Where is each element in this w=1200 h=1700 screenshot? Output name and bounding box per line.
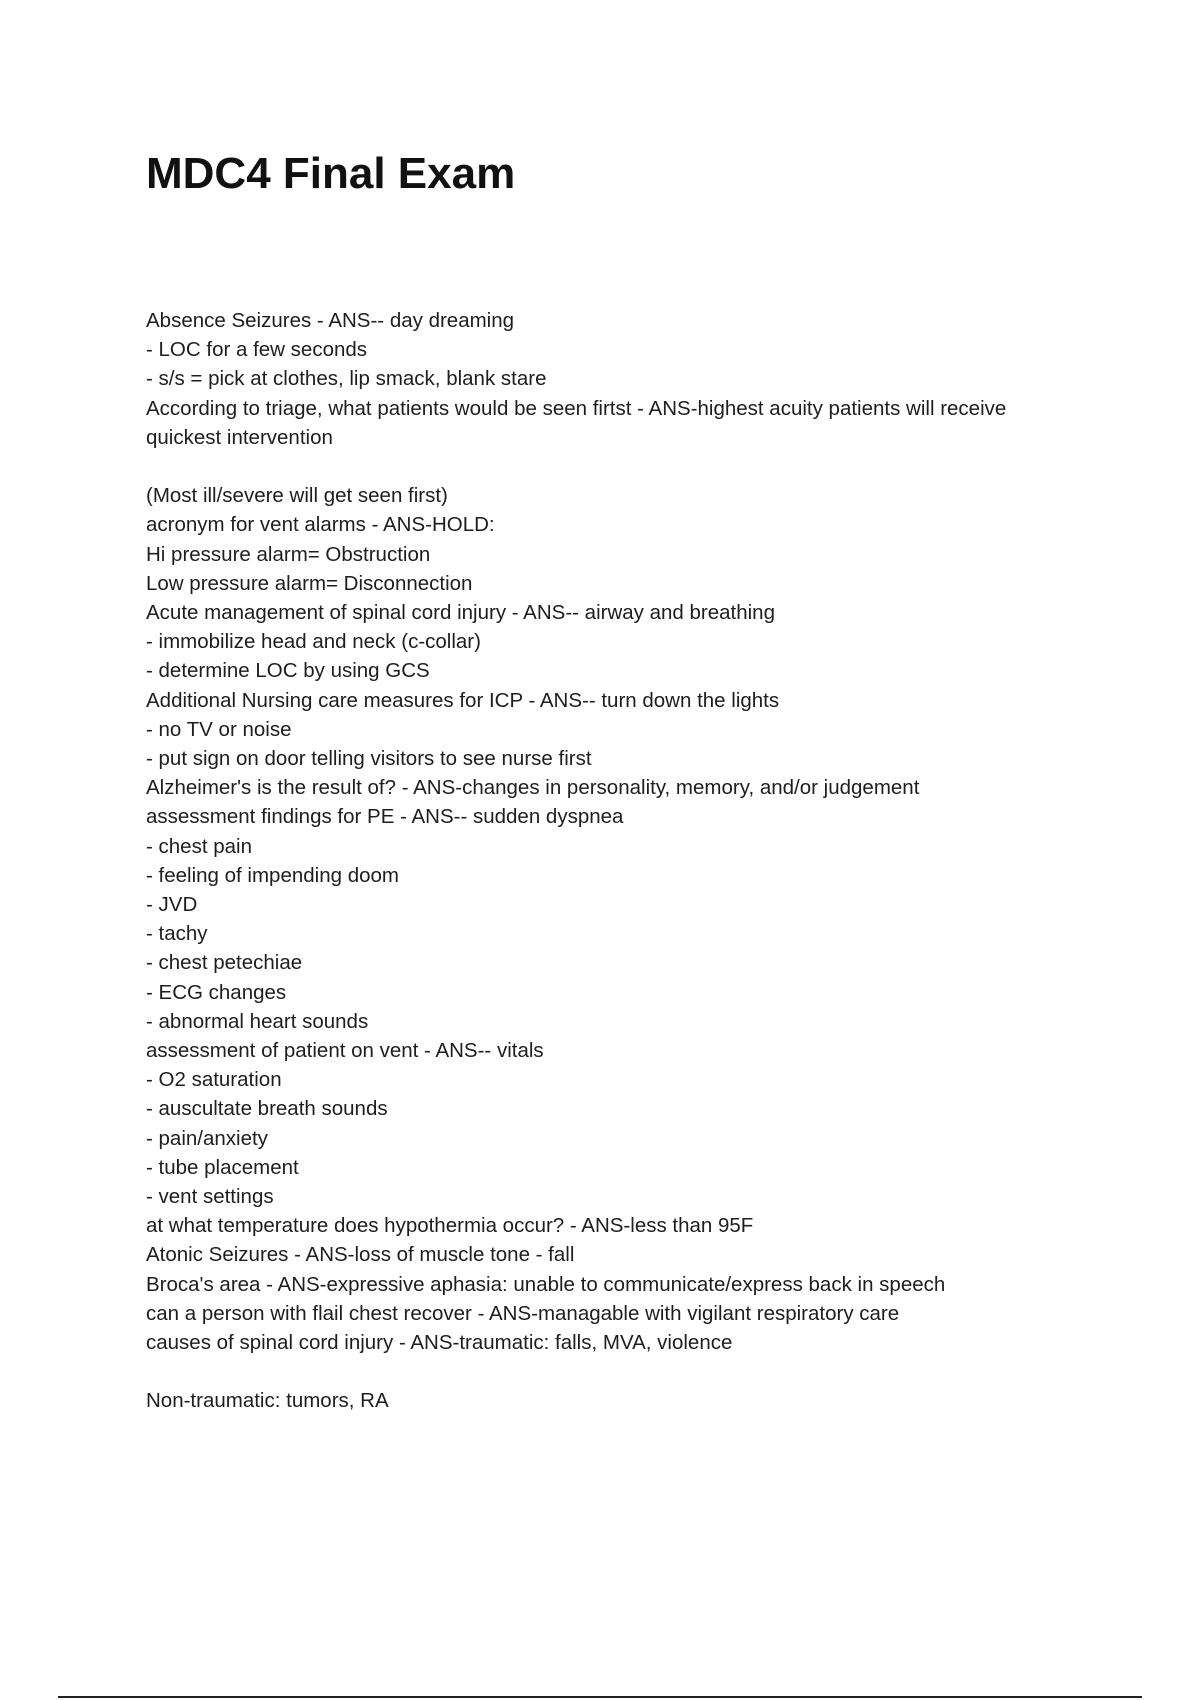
text-line: Acute management of spinal cord injury - ANS-- airway and breathing <box>146 601 775 625</box>
blank-line <box>146 1357 1086 1386</box>
text-line: Absence Seizures - ANS-- day dreaming <box>146 309 515 332</box>
text-line: - s/s = pick at clothes, lip smack, blank stare <box>146 367 547 391</box>
text-line: Alzheimer's is the result of? - ANS-changes in personality, memory, and/or judgement <box>146 776 920 800</box>
page-title: MDC4 Final Exam <box>146 149 516 198</box>
text-line: at what temperature does hypothermia occur? - ANS-less than 95F <box>146 1214 754 1238</box>
text-line: Low pressure alarm= Disconnection <box>146 571 473 595</box>
text-line: According to triage, what patients would be seen firtst - ANS-highest acuity patients will receive quickest intervention <box>146 396 1007 449</box>
text-line: Broca's area - ANS-expressive aphasia: unable to communicate/express back in speech <box>146 1272 946 1296</box>
text-line: can a person with flail chest recover - ANS-managable with vigilant respiratory care <box>146 1301 900 1325</box>
text-line: Additional Nursing care measures for ICP - ANS-- turn down the lights <box>146 688 780 712</box>
text-line: - tube placement <box>146 1155 299 1179</box>
blank-line <box>146 452 1086 481</box>
text-line: - pain/anxiety <box>146 1126 268 1150</box>
text-line: - determine LOC by using GCS <box>146 659 430 683</box>
text-line: Hi pressure alarm= Obstruction <box>146 542 431 566</box>
text-line: - put sign on door telling visitors to see nurse first <box>146 747 592 771</box>
text-line: - chest pain <box>146 834 252 858</box>
text-line: - vent settings <box>146 1185 274 1209</box>
text-line: (Most ill/severe will get seen first) <box>146 484 448 508</box>
text-line: - tachy <box>146 922 208 946</box>
text-line: - JVD <box>146 893 198 917</box>
text-line: - immobilize head and neck (c-collar) <box>146 630 481 654</box>
text-line: Atonic Seizures - ANS-loss of muscle tone - fall <box>146 1243 575 1267</box>
text-line: - feeling of impending doom <box>146 863 399 887</box>
document-body <box>146 306 1086 1416</box>
text-line: acronym for vent alarms - ANS-HOLD: <box>146 513 495 537</box>
text-line: - ECG changes <box>146 980 287 1004</box>
text-line: - auscultate breath sounds <box>146 1097 388 1121</box>
text-line: - LOC for a few seconds <box>146 338 368 362</box>
text-line: - no TV or noise <box>146 717 292 741</box>
footer-divider <box>58 1696 1142 1698</box>
text-line: causes of spinal cord injury - ANS-traumatic: falls, MVA, violence <box>146 1331 733 1355</box>
text-line: - abnormal heart sounds <box>146 1009 369 1033</box>
text-line: assessment findings for PE - ANS-- sudden dyspnea <box>146 805 624 829</box>
text-line: - O2 saturation <box>146 1068 282 1092</box>
text-line: - chest petechiae <box>146 951 303 975</box>
text-line: Non-traumatic: tumors, RA <box>146 1389 389 1413</box>
text-line: assessment of patient on vent - ANS-- vitals <box>146 1039 544 1063</box>
